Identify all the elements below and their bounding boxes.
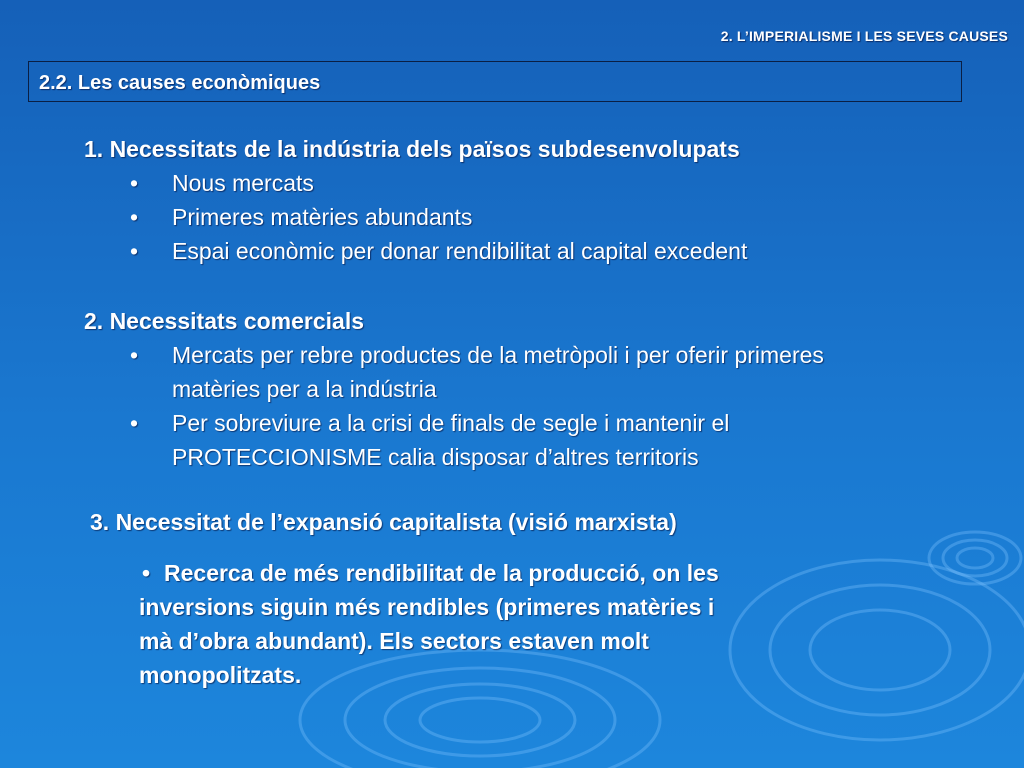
point-1-heading: 1. Necessitats de la indústria dels països subdesenvolupats — [84, 136, 740, 162]
section-title: 2.2. Les causes econòmiques — [39, 72, 321, 94]
bullet-marker: • — [130, 410, 139, 436]
bullet-marker: • — [130, 238, 139, 264]
point-3-line-2: inversions siguin més rendibles (primeres matèries i — [139, 594, 715, 620]
point-3-line-1: Recerca de més rendibilitat de la producció, on les — [164, 560, 719, 586]
point-2-bullet-2-line-2: PROTECCIONISME calia disposar d’altres territoris — [172, 444, 699, 470]
point-1-bullet-3: Espai econòmic per donar rendibilitat al capital excedent — [172, 238, 748, 264]
point-2-bullet-1-line-1: Mercats per rebre productes de la metròpoli i per oferir primeres — [172, 342, 824, 368]
point-2-heading: 2. Necessitats comercials — [84, 308, 365, 334]
point-1-bullet-2: Primeres matèries abundants — [172, 204, 473, 230]
bullet-marker: • — [130, 170, 139, 196]
bullet-marker: • — [130, 204, 139, 230]
slide-header: 2. L’IMPERIALISME I LES SEVES CAUSES — [720, 28, 1008, 44]
point-2-bullet-2-line-1: Per sobreviure a la crisi de finals de segle i mantenir el — [172, 410, 730, 436]
point-3-line-4: monopolitzats. — [139, 662, 302, 688]
bullet-marker: • — [130, 342, 139, 368]
point-3-line-3: mà d’obra abundant). Els sectors estaven molt — [139, 628, 649, 654]
point-3-heading: 3. Necessitat de l’expansió capitalista (visió marxista) — [90, 509, 677, 535]
bullet-marker: • — [142, 560, 151, 586]
point-2-bullet-1-line-2: matèries per a la indústria — [172, 376, 437, 402]
point-1-bullet-1: Nous mercats — [172, 170, 314, 196]
section-title-box — [28, 61, 962, 102]
